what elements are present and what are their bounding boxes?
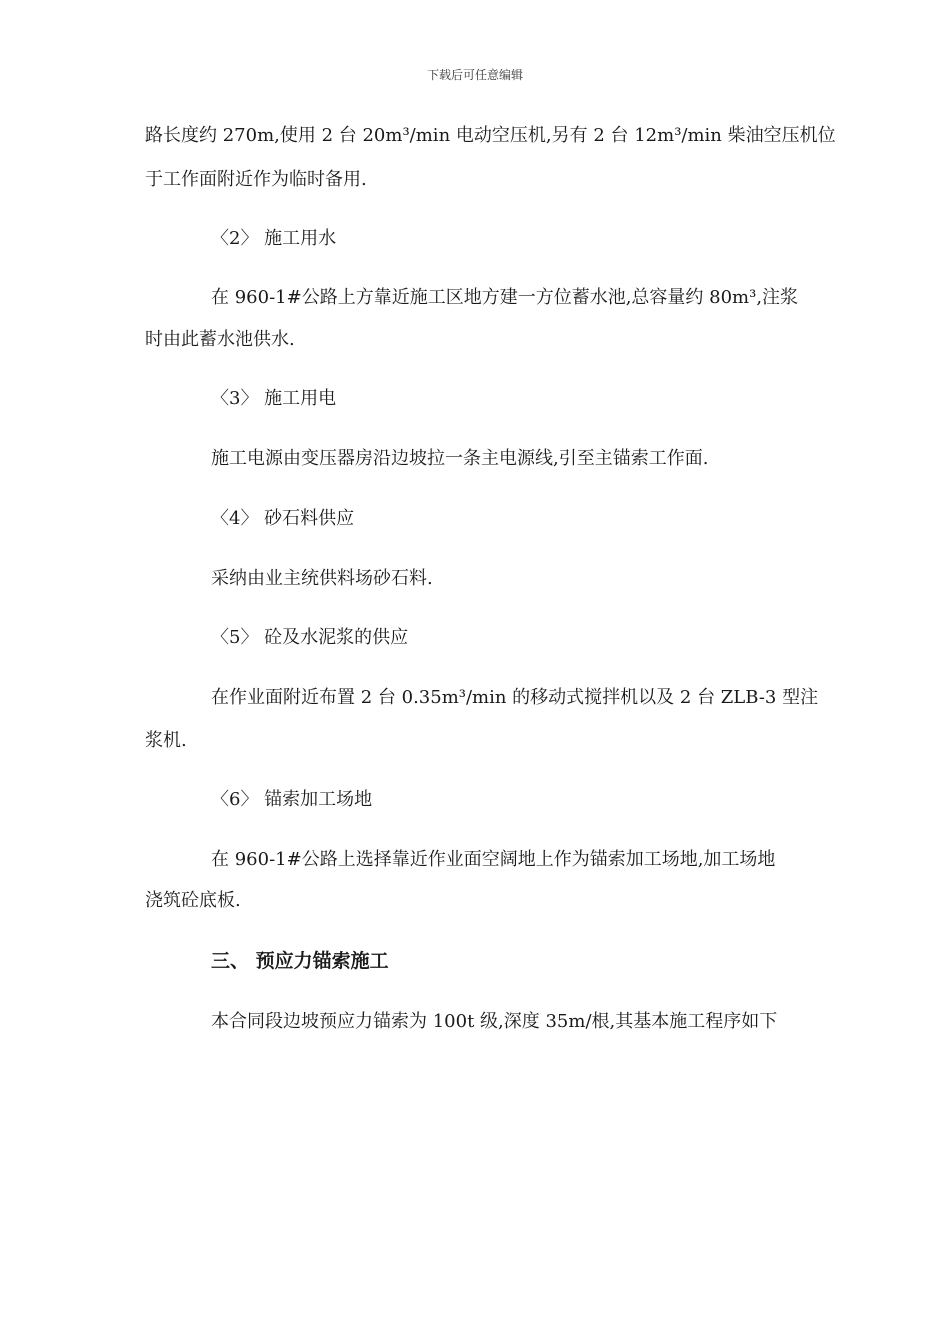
body-line-3: 在 960-1#公路上方靠近施工区地方建一方位蓄水池,总容量约 80m³,注浆: [211, 287, 799, 308]
section-heading-aggregate: 〈4〉 砂石料供应: [211, 508, 355, 529]
body-line-6: 采纳由业主统供料场砂石料.: [211, 568, 433, 589]
section-heading-power: 〈3〉 施工用电: [211, 388, 337, 409]
page-header: 下载后可任意编辑: [426, 68, 523, 82]
body-line-4: 时由此蓄水池供水.: [145, 329, 295, 350]
chapter-heading: 三、 预应力锚索施工: [211, 950, 389, 972]
section-heading-concrete: 〈5〉 砼及水泥浆的供应: [211, 627, 409, 648]
body-line-2: 于工作面附近作为临时备用.: [145, 169, 367, 190]
section-heading-water: 〈2〉 施工用水: [211, 228, 337, 249]
body-line-8: 浆机.: [145, 730, 187, 751]
body-line-11: 本合同段边坡预应力锚索为 100t 级,深度 35m/根,其基本施工程序如下: [211, 1011, 778, 1032]
body-line-10: 浇筑砼底板.: [145, 890, 241, 911]
section-heading-workshop: 〈6〉 锚索加工场地: [211, 789, 373, 810]
body-line-9: 在 960-1#公路上选择靠近作业面空阔地上作为锚索加工场地,加工场地: [211, 849, 776, 870]
body-line-1: 路长度约 270m,使用 2 台 20m³/min 电动空压机,另有 2 台 12m³/min 柴油空压机位: [145, 125, 836, 146]
body-line-5: 施工电源由变压器房沿边坡拉一条主电源线,引至主锚索工作面.: [211, 448, 709, 469]
body-line-7: 在作业面附近布置 2 台 0.35m³/min 的移动式搅拌机以及 2 台 ZLB-3 型注: [211, 687, 819, 708]
